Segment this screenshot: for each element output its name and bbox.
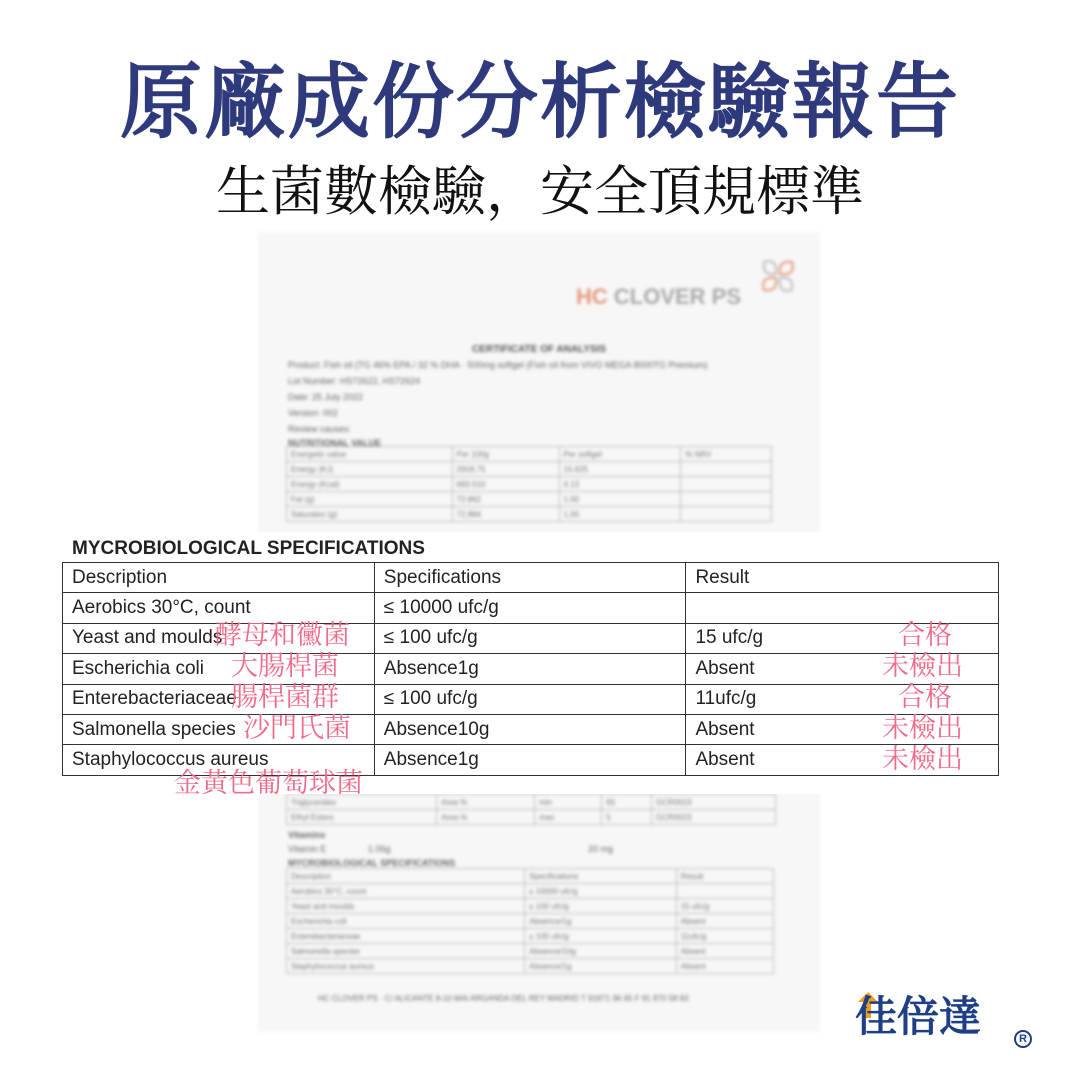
zh-label-salmonella: 沙門氏菌 bbox=[243, 713, 351, 744]
product-line: Product: Fish oil (TG 46% EPA / 32 % DHA · 500mg softgel (Fish oil from VIVO MEGA 8000TG Premium) bbox=[288, 360, 708, 370]
table-row: Fat (g) 72.862 1.00 bbox=[287, 492, 772, 507]
table-row: Aerobics 30°C, count ≤ 10000 ufc/g bbox=[287, 884, 774, 899]
row-description: Staphylococcus aureus bbox=[63, 745, 375, 775]
table-row: Saturates (g) 72.884 1.00 bbox=[287, 507, 772, 522]
spec-table bbox=[62, 562, 999, 776]
zh-result-staphylococcus: 未檢出 bbox=[882, 744, 963, 775]
vitamin-e-amount: 20 mg bbox=[588, 844, 614, 854]
table-row bbox=[63, 654, 999, 684]
row-result bbox=[686, 593, 999, 623]
page-subtitle: 生菌數檢驗，安全頂規標準 bbox=[216, 160, 864, 223]
table-row: Escherichia coli Absence/1g Absent bbox=[287, 914, 774, 929]
table-row: Ethyl Esters Area % max 5 GCR0023 bbox=[287, 810, 776, 825]
row-description: Escherichia coli bbox=[63, 654, 375, 684]
lot-line: Lot Number: HS72622, HS72624 bbox=[288, 376, 421, 386]
zh-result-salmonella: 未檢出 bbox=[882, 713, 963, 744]
vitamin-e-label: Vitamin E bbox=[288, 844, 327, 854]
certificate-title: CERTIFICATE OF ANALYSIS bbox=[471, 344, 607, 355]
table-row bbox=[63, 714, 999, 744]
header-specifications: Specifications bbox=[374, 563, 686, 593]
row-spec: Absence1g bbox=[374, 745, 686, 775]
row-result: 15 ufc/g bbox=[686, 623, 999, 653]
row-spec: Absence1g bbox=[374, 654, 686, 684]
row-result: Absent bbox=[686, 714, 999, 744]
header-result: Result bbox=[686, 563, 999, 593]
clover-logo-icon bbox=[756, 254, 800, 298]
zh-result-enterobacteriaceae: 合格 bbox=[898, 682, 952, 713]
row-spec: ≤ 100 ufc/g bbox=[374, 623, 686, 653]
row-result: Absent bbox=[686, 745, 999, 775]
table-row: Energetic value Per 100g Per softgel % NRV bbox=[287, 447, 772, 462]
zh-label-enterobacteriaceae: 腸桿菌群 bbox=[231, 682, 339, 713]
brand-logo: 佳倍達 bbox=[855, 992, 982, 1041]
row-description: Yeast and moulds bbox=[63, 623, 375, 653]
footer-address: HC CLOVER PS · C/ ALICANTE 8-10 MAI ARGANDA DEL REY MADRID T 91871 96 65 F 91 870 58 83 bbox=[318, 994, 689, 1003]
table-row bbox=[63, 684, 999, 714]
table-row: Triglycerides Area % min 65 GCR0023 bbox=[287, 795, 776, 810]
row-result: 11ufc/g bbox=[686, 684, 999, 714]
table-header-row bbox=[63, 563, 999, 593]
vitamins-heading: Vitamins bbox=[288, 830, 326, 840]
review-line: Review causes: bbox=[288, 424, 352, 434]
row-description: Aerobics 30°C, count bbox=[63, 593, 375, 623]
zh-label-e-coli: 大腸桿菌 bbox=[231, 651, 339, 682]
date-line: Date: 25 July 2022 bbox=[288, 392, 364, 402]
spec-heading: MYCROBIOLOGICAL SPECIFICATIONS bbox=[72, 538, 425, 559]
table-row: Salmonella species Absence/10g Absent bbox=[287, 944, 774, 959]
zh-result-yeast-moulds: 合格 bbox=[898, 620, 952, 651]
table-row: Description Specifications Result bbox=[287, 869, 774, 884]
table-row: Enterebacteriaceae ≤ 100 ufc/g 11ufc/g bbox=[287, 929, 774, 944]
nutrition-heading: NUTRITIONAL VALUE bbox=[288, 438, 382, 448]
vitamin-e-value: 1.06g bbox=[368, 844, 391, 854]
row-spec: ≤ 10000 ufc/g bbox=[374, 593, 686, 623]
zh-label-yeast-moulds: 酵母和黴菌 bbox=[215, 620, 350, 651]
row-spec: ≤ 100 ufc/g bbox=[374, 684, 686, 714]
nutrition-table bbox=[286, 446, 772, 522]
version-line: Version: 002 bbox=[288, 408, 339, 418]
row-spec: Absence10g bbox=[374, 714, 686, 744]
table-row: Energy (KJ) 2918.75 15.625 bbox=[287, 462, 772, 477]
row-description: Salmonella species bbox=[63, 714, 375, 744]
table-row bbox=[63, 623, 999, 653]
table-row: Yeast and moulds ≤ 100 ufc/g 15 ufc/g bbox=[287, 899, 774, 914]
registered-mark-icon: R bbox=[1014, 1030, 1032, 1048]
page-title: 原廠成份分析檢驗報告 bbox=[119, 55, 960, 150]
micro-table-small bbox=[286, 868, 774, 974]
micro-heading-small: MYCROBIOLOGICAL SPECIFICATIONS bbox=[288, 858, 456, 868]
table-row: Staphylococcus aureus Absence/1g Absent bbox=[287, 959, 774, 974]
table-row: Energy (Kcal) 683.510 4.13 bbox=[287, 477, 772, 492]
row-description: Enterebacteriaceae bbox=[63, 684, 375, 714]
table-row bbox=[63, 593, 999, 623]
row-result: Absent bbox=[686, 654, 999, 684]
company-logo-text: HC CLOVER PS bbox=[576, 284, 742, 309]
zh-result-e-coli: 未檢出 bbox=[882, 651, 963, 682]
zh-label-staphylococcus: 金黃色葡萄球菌 bbox=[174, 768, 363, 799]
header-description: Description bbox=[63, 563, 375, 593]
